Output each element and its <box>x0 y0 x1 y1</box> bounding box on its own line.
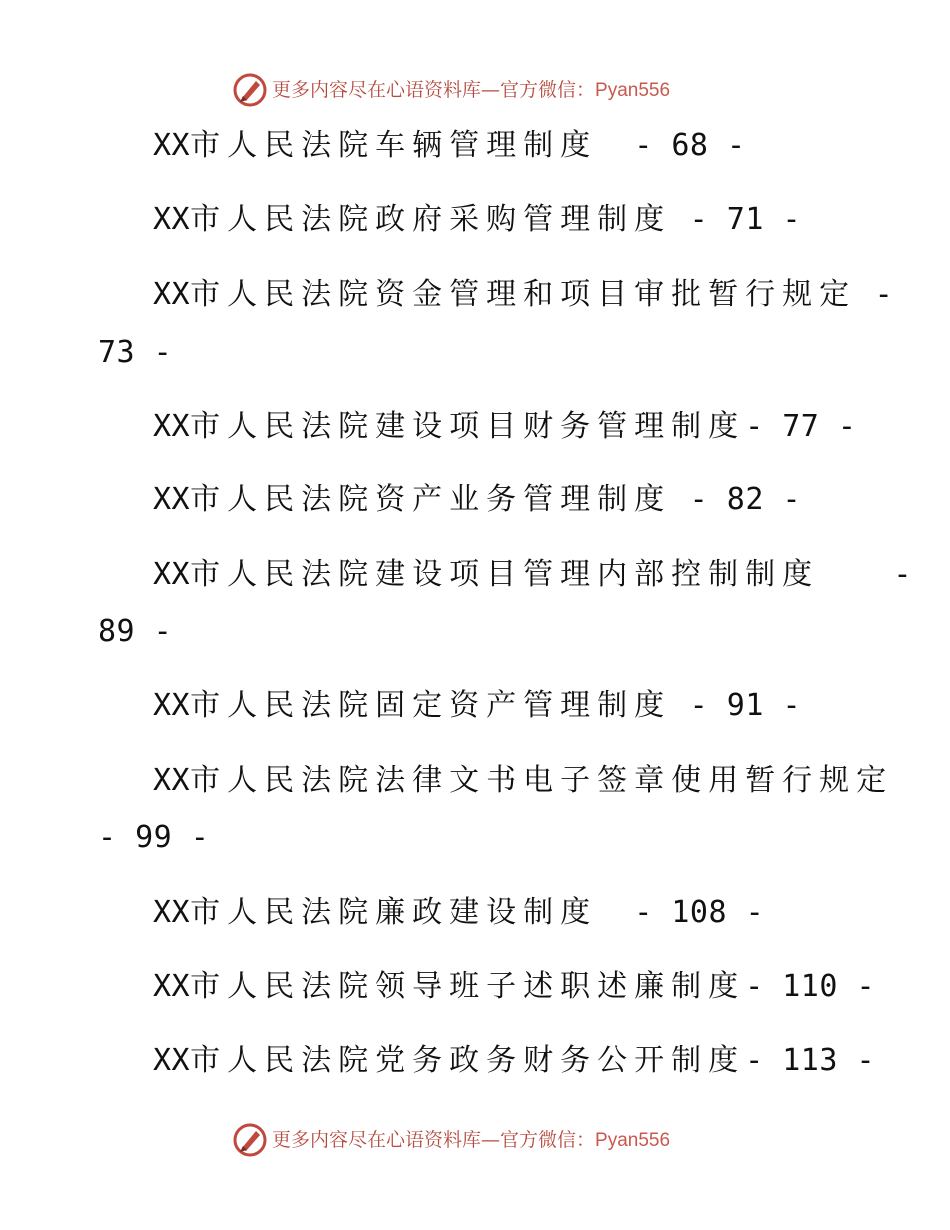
toc-entry-prefix: XX <box>153 763 191 798</box>
toc-entry-title: 市人民法院车辆管理制度 <box>190 128 598 163</box>
toc-entry[interactable] <box>153 686 801 726</box>
toc-entry-prefix: XX <box>153 557 191 592</box>
toc-entry-page-continued: 73 - <box>98 335 173 370</box>
toc-entry-prefix: XX <box>153 688 191 723</box>
toc-entry[interactable] <box>153 761 893 801</box>
toc-entry-prefix: XX <box>153 202 191 237</box>
toc-entry[interactable] <box>153 967 875 1007</box>
toc-entry-title: 市人民法院法律文书电子签章使用暂行规定 <box>190 763 894 798</box>
toc-entry-title: 市人民法院领导班子述职述廉制度 <box>190 969 746 1004</box>
toc-entry-title: 市人民法院建设项目财务管理制度 <box>190 409 746 444</box>
toc-entry-prefix: XX <box>153 1043 191 1078</box>
toc-entry-title: 市人民法院党务政务财务公开制度 <box>190 1043 746 1078</box>
toc-entry-prefix: XX <box>153 895 191 930</box>
toc-entry[interactable] <box>153 480 801 520</box>
toc-entry[interactable] <box>153 200 801 240</box>
toc-entry-page: - 68 - <box>597 128 746 163</box>
watermark-brand: Pyan556 <box>595 1130 671 1151</box>
toc-entry-page: - 91 - <box>671 688 802 723</box>
toc-entry-title: 市人民法院建设项目管理内部控制制度 <box>190 557 820 592</box>
toc-entry-title: 市人民法院资金管理和项目审批暂行规定 <box>190 277 857 312</box>
toc-entry-page: - <box>819 557 912 592</box>
toc-entry[interactable] <box>153 1041 875 1081</box>
toc-entry-page: - 77 - <box>745 409 857 444</box>
toc-entry-page: - 71 - <box>671 202 802 237</box>
pen-logo-icon <box>232 1122 268 1158</box>
toc-entry-page-continued: 89 - <box>98 614 173 649</box>
toc-entry[interactable] <box>153 893 764 933</box>
toc-entry-prefix: XX <box>153 969 191 1004</box>
toc-entry-title: 市人民法院政府采购管理制度 <box>190 202 672 237</box>
toc-entry[interactable] <box>153 126 746 166</box>
toc-entry-prefix: XX <box>153 277 191 312</box>
toc-entry-page: - 108 - <box>597 895 765 930</box>
toc-entry-prefix: XX <box>153 482 191 517</box>
toc-entry-prefix: XX <box>153 409 191 444</box>
watermark-text: 更多内容尽在心语资料库—官方微信：Pyan556 <box>272 1129 671 1151</box>
toc-entry-page: - 110 - <box>745 969 876 1004</box>
toc-entry-page-continued: - 99 - <box>98 820 210 855</box>
toc-entry-page: - <box>856 277 894 312</box>
toc-entry[interactable] <box>153 555 912 595</box>
toc-entry[interactable] <box>153 407 857 447</box>
toc-entry[interactable] <box>153 275 893 315</box>
toc-entry-page: - 82 - <box>671 482 802 517</box>
toc-entry-title: 市人民法院固定资产管理制度 <box>190 688 672 723</box>
toc-entry-prefix: XX <box>153 128 191 163</box>
toc-entry-page: - 113 - <box>745 1043 876 1078</box>
watermark-brand: Pyan556 <box>595 80 671 101</box>
toc-entry-title: 市人民法院廉政建设制度 <box>190 895 598 930</box>
watermark-text: 更多内容尽在心语资料库—官方微信：Pyan556 <box>272 79 671 101</box>
watermark-banner-bottom <box>0 1120 950 1160</box>
toc-entry-title: 市人民法院资产业务管理制度 <box>190 482 672 517</box>
